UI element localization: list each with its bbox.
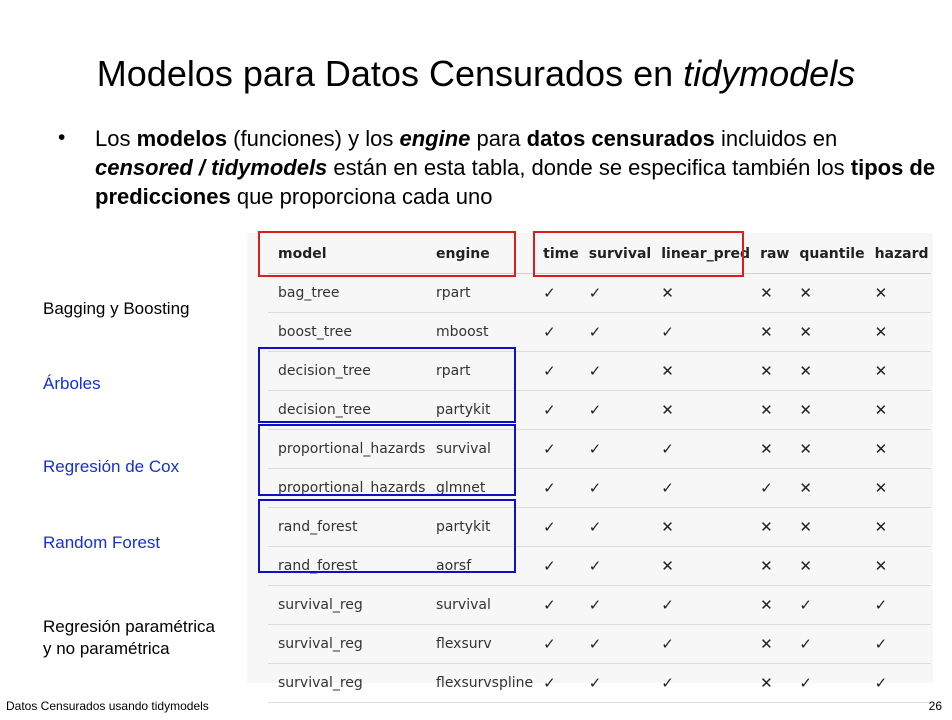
cell-survival: ✓	[579, 547, 652, 586]
cell-linear-pred: ✕	[651, 391, 750, 430]
cell-model: boost_tree	[268, 313, 426, 352]
cell-engine: survival	[426, 430, 533, 469]
cell-quantile: ✕	[789, 352, 864, 391]
bullet-text-part: Los	[95, 126, 137, 151]
cell-raw: ✕	[750, 352, 789, 391]
cell-engine: aorsf	[426, 547, 533, 586]
cell-time: ✓	[533, 391, 579, 430]
footer-title: Datos Censurados usando tidymodels	[6, 699, 209, 713]
cell-time: ✓	[533, 274, 579, 313]
cell-linear-pred: ✕	[651, 547, 750, 586]
cell-raw: ✕	[750, 391, 789, 430]
label-regresion-parametrica-line1: Regresión paramétrica	[43, 617, 215, 636]
cell-survival: ✓	[579, 469, 652, 508]
cell-survival: ✓	[579, 664, 652, 703]
slide-title	[0, 52, 952, 96]
cell-linear-pred: ✓	[651, 430, 750, 469]
cell-survival: ✓	[579, 391, 652, 430]
bullet-text-part: están en esta tabla, donde se especifica también los	[327, 155, 851, 180]
cell-model: proportional_hazards	[268, 469, 426, 508]
cell-model: bag_tree	[268, 274, 426, 313]
cell-quantile: ✕	[789, 274, 864, 313]
cell-engine: mboost	[426, 313, 533, 352]
bullet-bold-tipos: tipos de predicciones	[95, 155, 936, 209]
cell-quantile: ✕	[789, 430, 864, 469]
cell-hazard: ✕	[865, 352, 931, 391]
table-row	[268, 664, 931, 703]
cell-engine: rpart	[426, 274, 533, 313]
bullet-text	[95, 124, 938, 211]
cell-time: ✓	[533, 469, 579, 508]
cell-linear-pred: ✓	[651, 469, 750, 508]
cell-survival: ✓	[579, 430, 652, 469]
header-time: time	[533, 235, 579, 274]
cell-survival: ✓	[579, 313, 652, 352]
highlight-box-random-forest	[258, 499, 516, 573]
cell-engine: survival	[426, 586, 533, 625]
bullet-point	[58, 124, 938, 211]
cell-raw: ✕	[750, 625, 789, 664]
cell-time: ✓	[533, 430, 579, 469]
bullet-bold-datos: datos censurados	[526, 126, 715, 151]
cell-raw: ✕	[750, 664, 789, 703]
cell-hazard: ✕	[865, 469, 931, 508]
cell-engine: flexsurvspline	[426, 664, 533, 703]
cell-model: rand_forest	[268, 547, 426, 586]
label-arboles: Árboles	[43, 374, 101, 393]
cell-hazard: ✕	[865, 274, 931, 313]
bullet-bold-engine: engine	[399, 126, 471, 151]
table-row	[268, 586, 931, 625]
cell-linear-pred: ✓	[651, 586, 750, 625]
cell-raw: ✕	[750, 313, 789, 352]
cell-time: ✓	[533, 508, 579, 547]
cell-quantile: ✓	[789, 625, 864, 664]
cell-hazard: ✕	[865, 547, 931, 586]
cell-quantile: ✓	[789, 586, 864, 625]
cell-raw: ✕	[750, 430, 789, 469]
header-survival: survival	[579, 235, 652, 274]
cell-survival: ✓	[579, 352, 652, 391]
cell-raw: ✕	[750, 274, 789, 313]
header-raw: raw	[750, 235, 789, 274]
cell-time: ✓	[533, 547, 579, 586]
cell-linear-pred: ✓	[651, 313, 750, 352]
cell-hazard: ✓	[865, 586, 931, 625]
cell-time: ✓	[533, 586, 579, 625]
cell-time: ✓	[533, 352, 579, 391]
cell-engine: glmnet	[426, 469, 533, 508]
cell-hazard: ✓	[865, 625, 931, 664]
cell-model: rand_forest	[268, 508, 426, 547]
header-hazard: hazard	[865, 235, 931, 274]
cell-engine: partykit	[426, 508, 533, 547]
cell-quantile: ✕	[789, 547, 864, 586]
cell-hazard: ✕	[865, 430, 931, 469]
cell-quantile: ✕	[789, 313, 864, 352]
label-regresion-parametrica-line2: y no paramétrica	[43, 639, 170, 658]
cell-quantile: ✕	[789, 469, 864, 508]
table-row	[268, 274, 931, 313]
cell-survival: ✓	[579, 586, 652, 625]
cell-quantile: ✓	[789, 664, 864, 703]
cell-model: survival_reg	[268, 625, 426, 664]
cell-time: ✓	[533, 664, 579, 703]
cell-survival: ✓	[579, 274, 652, 313]
cell-linear-pred: ✕	[651, 274, 750, 313]
label-regresion-parametrica	[43, 616, 215, 660]
label-bagging-boosting: Bagging y Boosting	[43, 299, 190, 318]
page-number: 26	[928, 699, 942, 713]
label-regresion-cox: Regresión de Cox	[43, 457, 180, 476]
cell-hazard: ✕	[865, 313, 931, 352]
cell-survival: ✓	[579, 508, 652, 547]
bullet-text-part: (funciones) y los	[227, 126, 400, 151]
cell-survival: ✓	[579, 625, 652, 664]
cell-linear-pred: ✕	[651, 508, 750, 547]
bullet-text-part: que proporciona cada uno	[230, 184, 493, 209]
highlight-box-arboles	[258, 347, 516, 423]
bullet-bold-modelos: modelos	[136, 126, 228, 151]
cell-engine: flexsurv	[426, 625, 533, 664]
cell-model: survival_reg	[268, 664, 426, 703]
bullet-icon: •	[58, 126, 66, 149]
cell-model: decision_tree	[268, 391, 426, 430]
header-engine: engine	[426, 235, 533, 274]
header-model: model	[268, 235, 426, 274]
slide-title-italic: tidymodels	[683, 53, 856, 94]
bullet-bold-censored: censored / tidymodels	[95, 155, 328, 180]
cell-engine: partykit	[426, 391, 533, 430]
cell-model: decision_tree	[268, 352, 426, 391]
cell-raw: ✓	[750, 469, 789, 508]
header-quantile: quantile	[789, 235, 864, 274]
cell-linear-pred: ✓	[651, 664, 750, 703]
bullet-text-part: para	[470, 126, 527, 151]
cell-quantile: ✕	[789, 508, 864, 547]
cell-hazard: ✕	[865, 508, 931, 547]
cell-raw: ✕	[750, 508, 789, 547]
cell-raw: ✕	[750, 547, 789, 586]
cell-linear-pred: ✕	[651, 352, 750, 391]
cell-linear-pred: ✓	[651, 625, 750, 664]
header-linear-pred: linear_pred	[651, 235, 750, 274]
cell-time: ✓	[533, 313, 579, 352]
cell-engine: rpart	[426, 352, 533, 391]
slide-title-main: Modelos para Datos Censurados en	[96, 53, 684, 94]
cell-raw: ✕	[750, 586, 789, 625]
highlight-box-prediction-types	[533, 231, 744, 277]
highlight-box-cox	[258, 424, 516, 496]
cell-model: proportional_hazards	[268, 430, 426, 469]
cell-quantile: ✕	[789, 391, 864, 430]
cell-time: ✓	[533, 625, 579, 664]
table-row	[268, 625, 931, 664]
cell-hazard: ✓	[865, 664, 931, 703]
cell-model: survival_reg	[268, 586, 426, 625]
bullet-text-part: incluidos en	[714, 126, 838, 151]
table-row	[268, 313, 931, 352]
highlight-box-model-engine	[258, 231, 516, 277]
cell-hazard: ✕	[865, 391, 931, 430]
label-random-forest: Random Forest	[43, 533, 161, 552]
